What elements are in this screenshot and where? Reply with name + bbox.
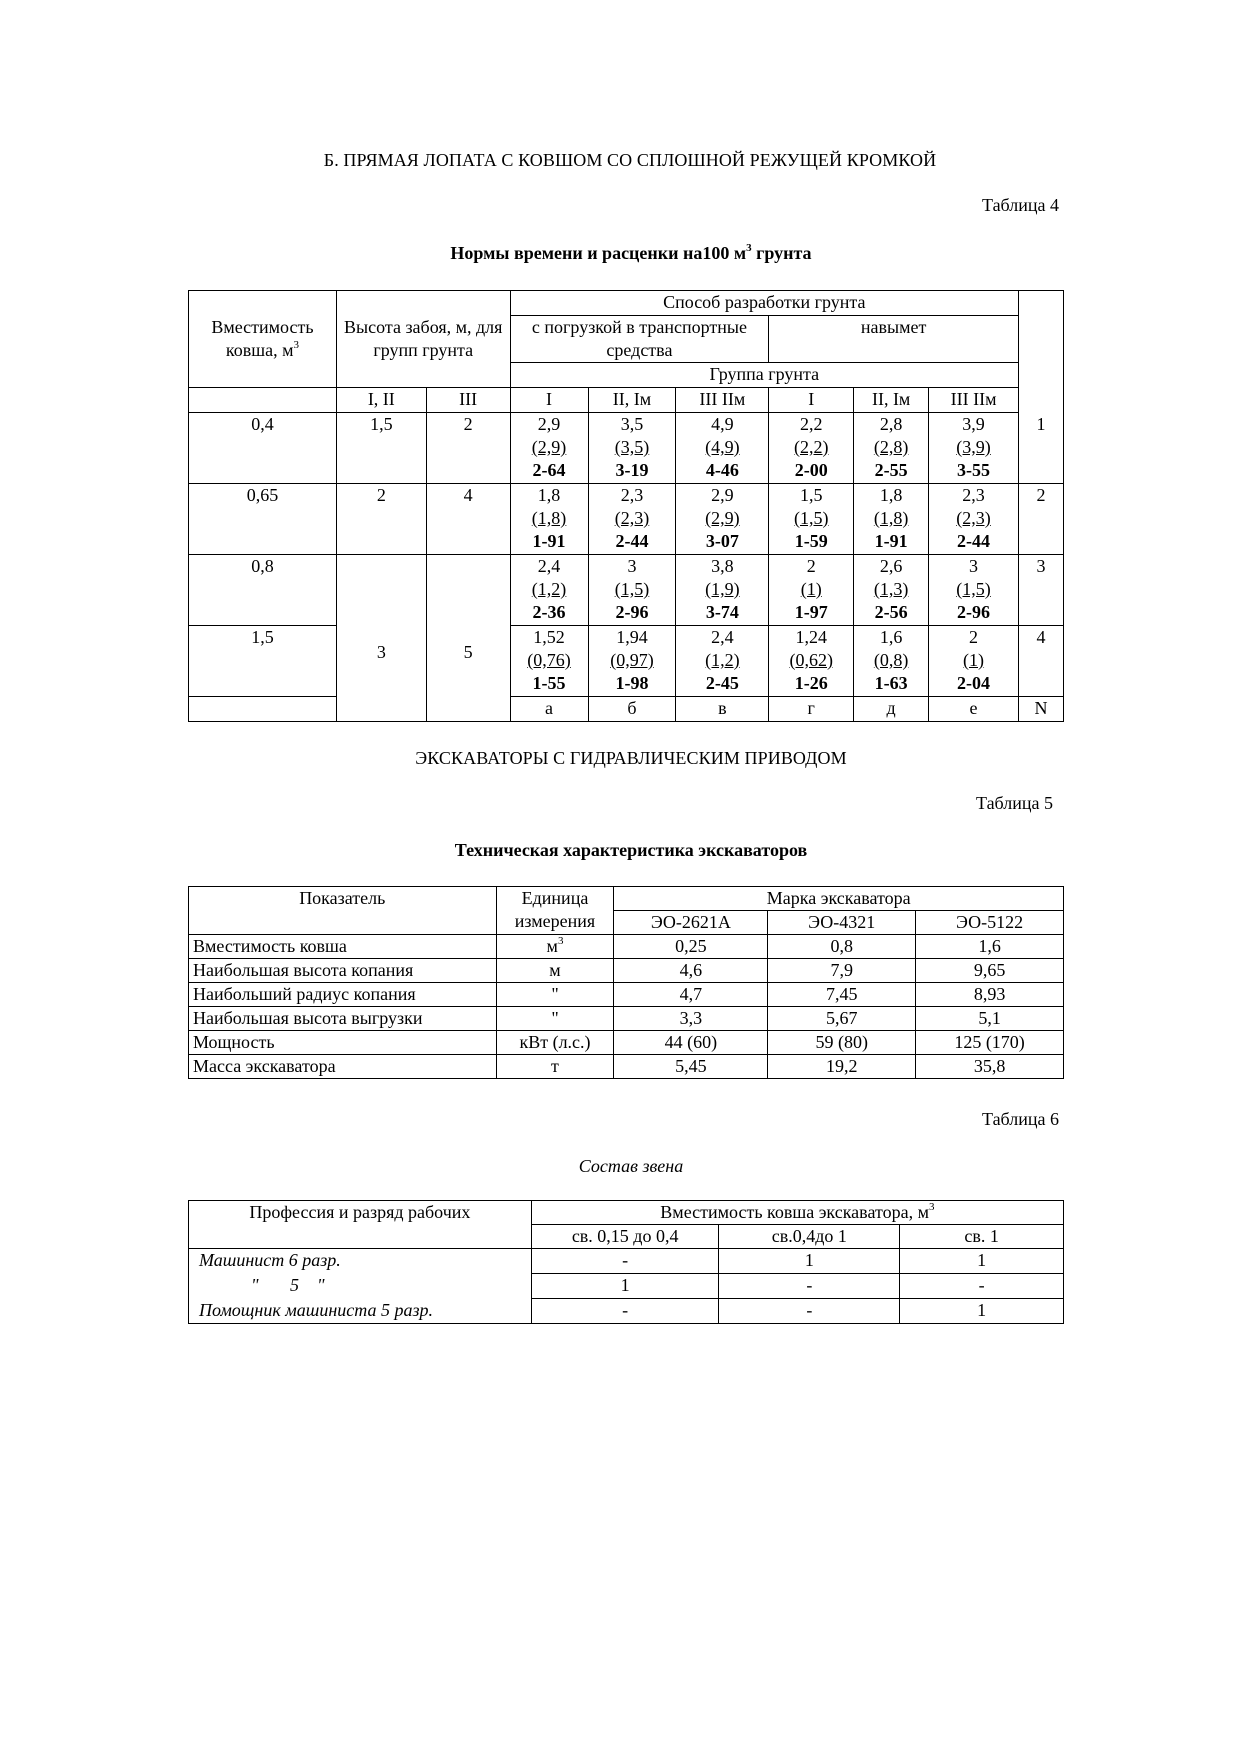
crew-count: - bbox=[531, 1249, 719, 1274]
header-soil-group: I bbox=[510, 388, 588, 413]
indicator-name: Наибольшая высота выгрузки bbox=[189, 1007, 497, 1031]
crew-table bbox=[188, 1200, 1064, 1324]
table-row bbox=[189, 1031, 1064, 1055]
norm-time-alt: (2,3) bbox=[956, 508, 991, 528]
table-row bbox=[189, 484, 1064, 555]
table-row bbox=[189, 1274, 1064, 1299]
header-hgroup: III bbox=[426, 388, 510, 413]
value-cell: 59 (80) bbox=[768, 1031, 916, 1055]
value-cell: 0,25 bbox=[614, 935, 768, 959]
table4-number: Таблица 4 bbox=[982, 195, 1059, 215]
value-cell: 19,2 bbox=[768, 1055, 916, 1079]
unit-cell bbox=[496, 983, 614, 1007]
section-b-title: Б. ПРЯМАЯ ЛОПАТА С КОВШОМ СО СПЛОШНОЙ РЕЖУЩЕЙ КРОМКОЙ bbox=[323, 150, 937, 170]
norm-time: 2,9 bbox=[537, 414, 561, 434]
norm-time: 3 bbox=[969, 556, 979, 576]
section-hydraulic-title: ЭКСКАВАТОРЫ С ГИДРАВЛИЧЕСКИМ ПРИВОДОМ bbox=[415, 748, 847, 768]
unit-text: " bbox=[551, 984, 559, 1004]
rate: 2-96 bbox=[615, 602, 649, 622]
norm-time-alt: (0,76) bbox=[527, 650, 571, 670]
norm-time-alt: (2,9) bbox=[705, 508, 740, 528]
value-cell: 35,8 bbox=[916, 1055, 1064, 1079]
crew-count: 1 bbox=[900, 1299, 1064, 1324]
rate: 3-74 bbox=[705, 602, 739, 622]
table-row bbox=[189, 626, 1064, 697]
norm-cell bbox=[854, 484, 929, 555]
norm-cell bbox=[854, 626, 929, 697]
rate: 1-97 bbox=[794, 602, 828, 622]
rate: 1-59 bbox=[794, 531, 828, 551]
capacity-cell: 0,65 bbox=[189, 484, 337, 555]
value-cell: 4,7 bbox=[614, 983, 768, 1007]
height-cell: 2 bbox=[426, 413, 510, 484]
rate: 2-36 bbox=[532, 602, 566, 622]
value-cell: 5,1 bbox=[916, 1007, 1064, 1031]
rate: 2-44 bbox=[615, 531, 649, 551]
norm-cell bbox=[769, 484, 854, 555]
norm-cell bbox=[854, 413, 929, 484]
footer-col-label: д bbox=[854, 697, 929, 722]
header-group: Группа грунта bbox=[510, 363, 1018, 388]
norm-cell bbox=[769, 555, 854, 626]
header-soil-group: II, Iм bbox=[854, 388, 929, 413]
value-cell: 3,3 bbox=[614, 1007, 768, 1031]
footer-col-label: б bbox=[588, 697, 676, 722]
norm-time: 2,9 bbox=[711, 485, 734, 505]
footer-blank bbox=[336, 697, 426, 722]
table5-caption: Техническая характеристика экскаваторов bbox=[454, 840, 808, 860]
norm-cell bbox=[676, 484, 769, 555]
rate: 1-91 bbox=[874, 531, 908, 551]
crew-count: - bbox=[900, 1274, 1064, 1299]
rate: 2-04 bbox=[957, 673, 991, 693]
rate: 1-91 bbox=[532, 531, 566, 551]
norm-time-alt: (1) bbox=[800, 579, 822, 599]
height-cell: 1,5 bbox=[336, 413, 426, 484]
norm-cell bbox=[588, 626, 676, 697]
row-number: 1 bbox=[1018, 413, 1063, 484]
norm-cell bbox=[588, 413, 676, 484]
value-cell: 5,45 bbox=[614, 1055, 768, 1079]
header-range: св. 0,15 до 0,4 bbox=[531, 1225, 719, 1249]
crew-count: - bbox=[719, 1299, 900, 1324]
norm-time: 1,94 bbox=[616, 627, 648, 647]
norm-time: 2 bbox=[806, 556, 816, 576]
rate: 1-63 bbox=[874, 673, 908, 693]
rate: 3-07 bbox=[705, 531, 739, 551]
indicator-name: Мощность bbox=[189, 1031, 497, 1055]
norm-time-alt: (0,8) bbox=[873, 650, 909, 670]
table-row bbox=[189, 959, 1064, 983]
norms-table bbox=[188, 290, 1064, 722]
norm-cell bbox=[676, 555, 769, 626]
norm-time: 3,9 bbox=[962, 414, 985, 434]
indicator-name: Масса экскаватора bbox=[189, 1055, 497, 1079]
norm-time: 1,8 bbox=[879, 485, 903, 505]
norm-cell bbox=[510, 626, 588, 697]
footer-col-label: е bbox=[929, 697, 1019, 722]
norm-time: 2,4 bbox=[537, 556, 561, 576]
header-hgroup: I, II bbox=[336, 388, 426, 413]
unit-cell bbox=[496, 959, 614, 983]
norm-cell bbox=[769, 413, 854, 484]
norm-time: 4,9 bbox=[711, 414, 734, 434]
value-cell: 7,45 bbox=[768, 983, 916, 1007]
norm-time: 2,8 bbox=[879, 414, 903, 434]
row-number: 4 bbox=[1018, 626, 1063, 697]
row-number: 2 bbox=[1018, 484, 1063, 555]
norm-time-alt: (1,9) bbox=[705, 579, 740, 599]
rate: 2-96 bbox=[957, 602, 991, 622]
header-number-col bbox=[1018, 291, 1063, 413]
norm-time: 3 bbox=[627, 556, 637, 576]
norm-time-alt: (1,8) bbox=[531, 508, 567, 528]
table-row bbox=[189, 413, 1064, 484]
value-cell: 7,9 bbox=[768, 959, 916, 983]
header-height: Высота забоя, м, для групп грунта bbox=[336, 291, 510, 388]
norm-time: 1,8 bbox=[537, 485, 561, 505]
value-cell: 4,6 bbox=[614, 959, 768, 983]
header-indicator: Показатель bbox=[189, 887, 497, 935]
norm-cell bbox=[929, 484, 1019, 555]
norm-time-alt: (1,2) bbox=[531, 579, 567, 599]
height-cell: 5 bbox=[426, 626, 510, 697]
crew-count: - bbox=[719, 1274, 900, 1299]
unit-cell bbox=[496, 935, 614, 959]
height-cell bbox=[336, 555, 426, 626]
norm-cell bbox=[676, 413, 769, 484]
norm-time-alt: (0,62) bbox=[789, 650, 833, 670]
norm-time-alt: (3,9) bbox=[956, 437, 991, 457]
norm-time-alt: (0,97) bbox=[610, 650, 654, 670]
norm-time-alt: (4,9) bbox=[705, 437, 740, 457]
specs-table bbox=[188, 886, 1064, 1079]
row-number: 3 bbox=[1018, 555, 1063, 626]
norm-time-alt: (1,5) bbox=[956, 579, 991, 599]
crew-count: 1 bbox=[900, 1249, 1064, 1274]
capacity-cell: 0,8 bbox=[189, 555, 337, 626]
header-model: ЭО-5122 bbox=[916, 911, 1064, 935]
profession-name: " 5 " bbox=[189, 1274, 532, 1299]
header-range: св. 1 bbox=[900, 1225, 1064, 1249]
table4-caption: Нормы времени и расценки на100 $м^3$ грунта bbox=[450, 242, 812, 263]
norm-time: 1,52 bbox=[533, 627, 565, 647]
header-capacity-blank bbox=[189, 388, 337, 413]
header-method: Способ разработки грунта bbox=[510, 291, 1018, 316]
norm-cell bbox=[854, 555, 929, 626]
header-cast: навымет bbox=[769, 316, 1019, 363]
rate: 2-44 bbox=[957, 531, 991, 551]
header-capacity: Вместимость ковша, $м^3$ bbox=[189, 291, 337, 388]
header-loading: с погрузкой в транспортные средства bbox=[510, 316, 769, 363]
unit-text: м bbox=[549, 960, 561, 980]
value-cell: 9,65 bbox=[916, 959, 1064, 983]
profession-name: Машинист 6 разр. bbox=[189, 1249, 532, 1274]
norm-time-alt: (1,8) bbox=[873, 508, 909, 528]
table-row bbox=[189, 555, 1064, 626]
footer-blank bbox=[189, 697, 337, 722]
header-soil-group: III IIм bbox=[676, 388, 769, 413]
norm-time: 2,3 bbox=[620, 485, 644, 505]
norm-time: 2,4 bbox=[711, 627, 734, 647]
norm-time: 2 bbox=[969, 627, 979, 647]
table6-number: Таблица 6 bbox=[982, 1109, 1059, 1129]
unit-text: м bbox=[546, 936, 558, 956]
table-row bbox=[189, 935, 1064, 959]
norm-cell bbox=[510, 484, 588, 555]
norm-cell bbox=[929, 555, 1019, 626]
norm-time: 2,6 bbox=[879, 556, 903, 576]
unit-text: кВт (л.с.) bbox=[519, 1032, 591, 1052]
norm-cell bbox=[676, 626, 769, 697]
norm-time-alt: (2,9) bbox=[531, 437, 567, 457]
unit-cell bbox=[496, 1031, 614, 1055]
norm-time-alt: (2,8) bbox=[873, 437, 909, 457]
value-cell: 5,67 bbox=[768, 1007, 916, 1031]
unit-cell bbox=[496, 1007, 614, 1031]
rate: 3-55 bbox=[957, 460, 991, 480]
unit-text: т bbox=[551, 1056, 559, 1076]
norm-time-alt: (2,3) bbox=[614, 508, 650, 528]
table-row bbox=[189, 1249, 1064, 1274]
unit-superscript: 3 bbox=[557, 935, 564, 947]
norm-time-alt: (1,2) bbox=[705, 650, 740, 670]
header-soil-group: II, Iм bbox=[588, 388, 676, 413]
footer-col-label: г bbox=[769, 697, 854, 722]
norm-time-alt: (1,3) bbox=[873, 579, 909, 599]
rate: 3-19 bbox=[615, 460, 649, 480]
footer-col-label: в bbox=[676, 697, 769, 722]
header-model: ЭО-2621А bbox=[614, 911, 768, 935]
table-row bbox=[189, 1055, 1064, 1079]
height-cell: 3 bbox=[336, 626, 426, 697]
value-cell: 0,8 bbox=[768, 935, 916, 959]
norm-time: 3,8 bbox=[711, 556, 734, 576]
rate: 2-55 bbox=[874, 460, 908, 480]
norm-time: 3,5 bbox=[620, 414, 644, 434]
crew-count: - bbox=[531, 1299, 719, 1324]
norm-time: 2,3 bbox=[962, 485, 985, 505]
header-soil-group: I bbox=[769, 388, 854, 413]
norm-time: 1,24 bbox=[795, 627, 827, 647]
capacity-cell: 1,5 bbox=[189, 626, 337, 697]
norm-cell bbox=[588, 484, 676, 555]
value-cell: 44 (60) bbox=[614, 1031, 768, 1055]
unit-text: " bbox=[551, 1008, 559, 1028]
norm-cell bbox=[769, 626, 854, 697]
norm-time-alt: (1,5) bbox=[614, 579, 650, 599]
rate: 2-45 bbox=[705, 673, 739, 693]
footer-blank bbox=[426, 697, 510, 722]
height-cell: 2 bbox=[336, 484, 426, 555]
norm-time-alt: (2,2) bbox=[793, 437, 829, 457]
table-row bbox=[189, 983, 1064, 1007]
norm-time: 2,2 bbox=[799, 414, 823, 434]
norm-time-alt: (3,5) bbox=[614, 437, 650, 457]
header-unit: Единица измерения bbox=[496, 887, 614, 935]
rate: 1-26 bbox=[794, 673, 828, 693]
value-cell: 8,93 bbox=[916, 983, 1064, 1007]
rate: 2-56 bbox=[874, 602, 908, 622]
header-range: св.0,4до 1 bbox=[719, 1225, 900, 1249]
norm-cell bbox=[929, 626, 1019, 697]
table6-caption: Состав звена bbox=[578, 1156, 684, 1176]
unit-cell bbox=[496, 1055, 614, 1079]
value-cell: 125 (170) bbox=[916, 1031, 1064, 1055]
norm-time-alt: (1) bbox=[963, 650, 985, 670]
table-row bbox=[189, 1007, 1064, 1031]
norm-cell bbox=[588, 555, 676, 626]
header-brand: Марка экскаватора bbox=[614, 887, 1064, 911]
crew-count: 1 bbox=[531, 1274, 719, 1299]
rate: 1-98 bbox=[615, 673, 649, 693]
rate: 2-00 bbox=[794, 460, 828, 480]
indicator-name: Наибольшая высота копания bbox=[189, 959, 497, 983]
profession-name: Помощник машиниста 5 разр. bbox=[189, 1299, 532, 1324]
height-cell bbox=[426, 555, 510, 626]
crew-count: 1 bbox=[719, 1249, 900, 1274]
table-row bbox=[189, 1299, 1064, 1324]
norm-cell bbox=[510, 413, 588, 484]
header-bucket-capacity: Вместимость ковша экскаватора, $м^3$ bbox=[531, 1201, 1063, 1225]
norm-time: 1,6 bbox=[879, 627, 903, 647]
header-profession: Профессия и разряд рабочих bbox=[189, 1201, 532, 1249]
rate: 2-64 bbox=[532, 460, 566, 480]
norm-cell bbox=[929, 413, 1019, 484]
height-cell: 4 bbox=[426, 484, 510, 555]
footer-col-label: а bbox=[510, 697, 588, 722]
norm-time-alt: (1,5) bbox=[793, 508, 829, 528]
rate: 4-46 bbox=[705, 460, 739, 480]
norm-time: 1,5 bbox=[799, 485, 823, 505]
indicator-name: Вместимость ковша bbox=[189, 935, 497, 959]
table5-number: Таблица 5 bbox=[976, 793, 1053, 813]
rate: 1-55 bbox=[532, 673, 566, 693]
header-soil-group: III IIм bbox=[929, 388, 1019, 413]
footer-col-label: N bbox=[1018, 697, 1063, 722]
header-model: ЭО-4321 bbox=[768, 911, 916, 935]
capacity-cell: 0,4 bbox=[189, 413, 337, 484]
indicator-name: Наибольший радиус копания bbox=[189, 983, 497, 1007]
value-cell: 1,6 bbox=[916, 935, 1064, 959]
norm-cell bbox=[510, 555, 588, 626]
